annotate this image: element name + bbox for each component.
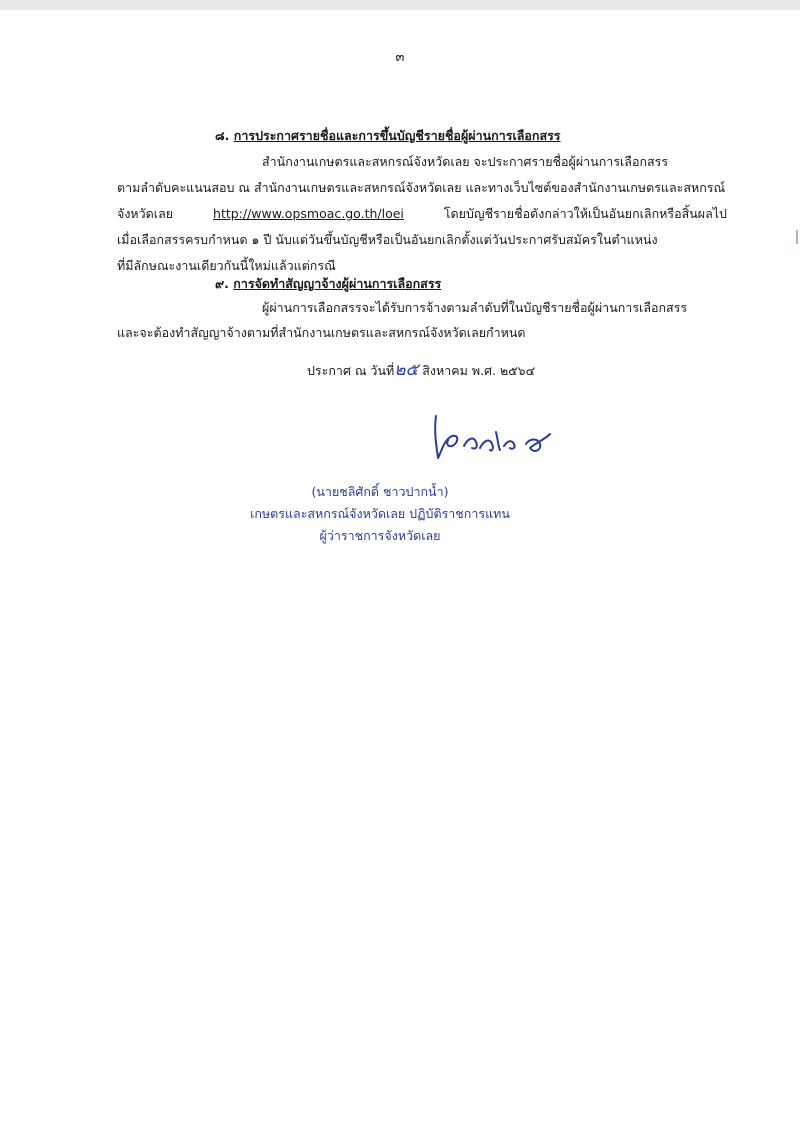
announcement-date <box>307 362 535 379</box>
province-text: จังหวัดเลย <box>117 206 174 221</box>
section8-heading <box>215 128 561 144</box>
section9-paragraph-line1: ผู้ผ่านการเลือกสรรจะได้รับการจ้างตามลำดับที่ในบัญชีรายชื่อผู้ผ่านการเลือกสรร <box>262 300 688 315</box>
edge-mark <box>796 230 798 244</box>
section8-paragraph-line4: เมื่อเลือกสรรครบกำหนด ๑ ปี นับแต่วันขึ้นบัญชีหรือเป็นอันยกเลิกตั้งแต่วันประกาศรับสมัครในตำแหน่ง <box>117 232 658 247</box>
cancellation-text: โดยบัญชีรายชื่อดังกล่าวให้เป็นอันยกเลิกหรือสิ้นผลไป <box>443 206 727 221</box>
section8-paragraph-line3 <box>117 206 727 222</box>
top-bar <box>0 0 800 10</box>
section8-number: ๘. <box>215 128 230 143</box>
section9-heading <box>215 276 441 292</box>
section8-paragraph-line5: ที่มีลักษณะงานเดียวกันนี้ใหม่แล้วแต่กรณี <box>117 258 336 273</box>
section9-paragraph-line2: และจะต้องทำสัญญาจ้างตามที่สำนักงานเกษตรและสหกรณ์จังหวัดเลยกำหนด <box>117 325 526 340</box>
announce-day: ๒๕ <box>394 360 419 380</box>
section8-paragraph-line1: สำนักงานเกษตรและสหกรณ์จังหวัดเลย จะประกาศรายชื่อผู้ผ่านการเลือกสรร <box>262 154 669 169</box>
section9-number: ๙. <box>215 276 229 291</box>
section8-paragraph-line2: ตามลำดับคะแนนสอบ ณ สำนักงานเกษตรและสหกรณ์จังหวัดเลย และทางเว็บไซต์ของสำนักงานเกษตรและสหกรณ์ <box>117 180 726 195</box>
signatory-position-line2: ผู้ว่าราชการจังหวัดเลย <box>319 528 441 543</box>
announce-prefix: ประกาศ ณ วันที่ <box>307 363 395 378</box>
section8-title: การประกาศรายชื่อและการขึ้นบัญชีรายชื่อผู้ผ่านการเลือกสรร <box>233 128 561 143</box>
section9-title: การจัดทำสัญญาจ้างผู้ผ่านการเลือกสรร <box>233 276 442 291</box>
handwritten-signature <box>430 410 570 470</box>
page-number: ๓ <box>395 50 405 65</box>
signatory-position-line1: เกษตรและสหกรณ์จังหวัดเลย ปฏิบัติราชการแทน <box>250 506 510 521</box>
signatory-name: (นายชลิศักดิ์ ชาวปากน้ำ) <box>311 484 449 499</box>
website-link[interactable]: http://www.opsmoac.go.th/loei <box>213 206 404 221</box>
announce-month-year: สิงหาคม พ.ศ. ๒๕๖๔ <box>422 363 536 378</box>
